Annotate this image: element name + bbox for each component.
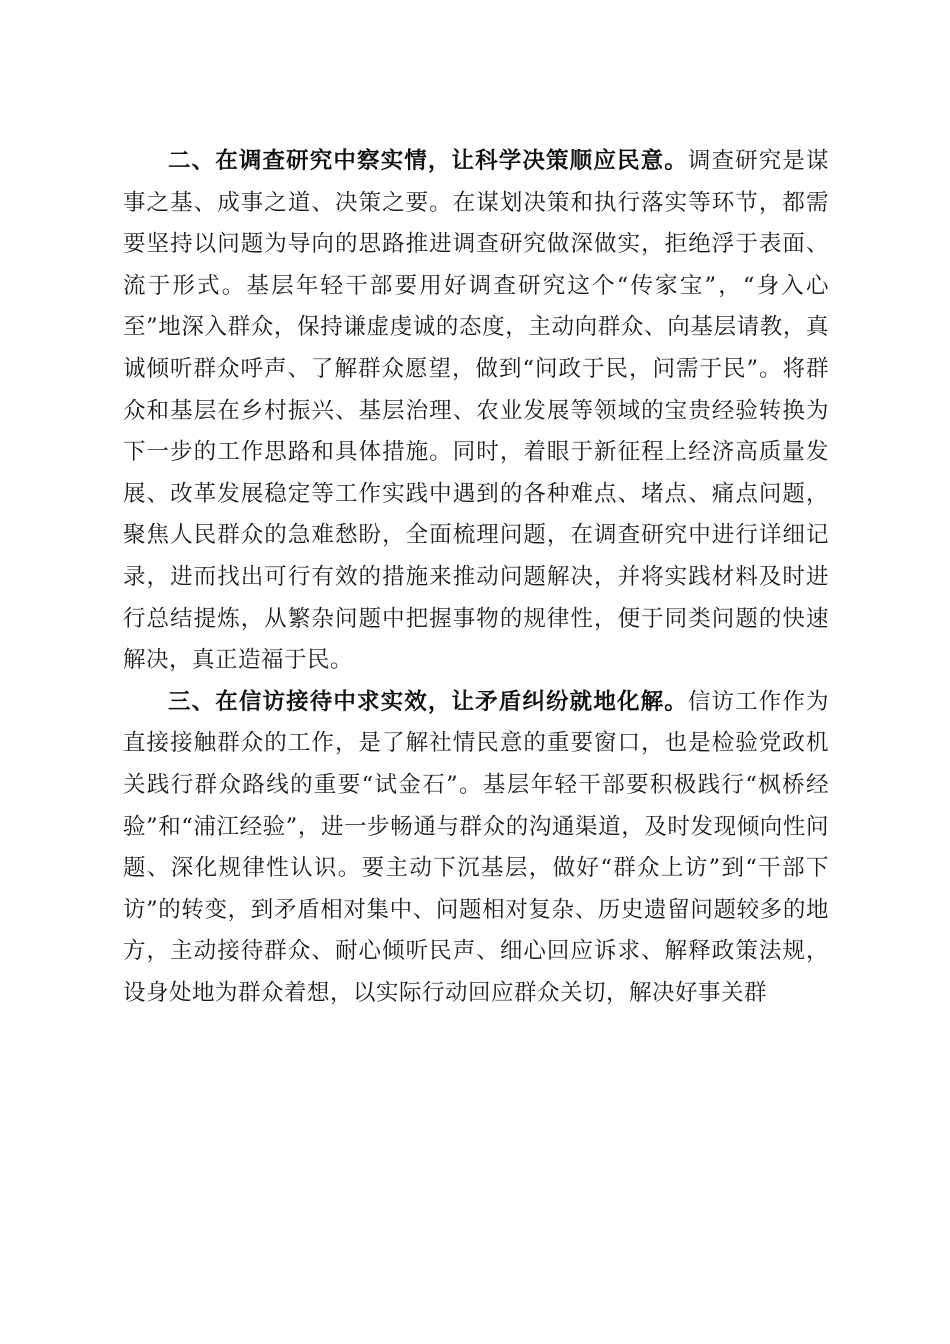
paragraph-text: 信访工作作为直接接触群众的工作，是了解社情民意的重要窗口，也是检验党政机关践行群众路线的重要“试金石”。基层年轻干部要积极践行“枫桥经验”和“浦江经验”，进一步畅通与群众的沟通渠道，及时发现倾向性问题、深化规律性认识。要主动下沉基层，做好“群众上访”到“干部下访”的转变，到矛盾相对集中、问题相对复杂、历史遗留问题较多的地方，主动接待群众、耐心倾听民声、细心回应诉求、解释政策法规，设身处地为群众着想，以实际行动回应群众关切，解决好事关群 xyxy=(123,688,829,1006)
paragraph-investigation-research xyxy=(123,141,829,682)
paragraph-text: 调查研究是谋事之基、成事之道、决策之要。在谋划决策和执行落实等环节，都需要坚持以问题为导向的思路推进调查研究做深做实，拒绝浮于表面、流于形式。基层年轻干部要用好调查研究这个“传家宝”，“身入心至”地深入群众，保持谦虚虔诚的态度，主动向群众、向基层请教，真诚倾听群众呼声、了解群众愿望，做到“问政于民，问需于民”。将群众和基层在乡村振兴、基层治理、农业发展等领域的宝贵经验转换为下一步的工作思路和具体措施。同时，着眼于新征程上经济高质量发展、改革发展稳定等工作实践中遇到的各种难点、堵点、痛点问题，聚焦人民群众的急难愁盼，全面梳理问题，在调查研究中进行详细记录，进而找出可行有效的措施来推动问题解决，并将实践材料及时进行总结提炼，从繁杂问题中把握事物的规律性，便于同类问题的快速解决，真正造福于民。 xyxy=(123,148,829,674)
paragraph-heading: 二、在调查研究中察实情，让科学决策顺应民意。 xyxy=(168,148,688,174)
paragraph-petition-reception xyxy=(123,682,829,1015)
document-body xyxy=(123,141,829,1014)
paragraph-heading: 三、在信访接待中求实效，让矛盾纠纷就地化解。 xyxy=(168,688,688,715)
